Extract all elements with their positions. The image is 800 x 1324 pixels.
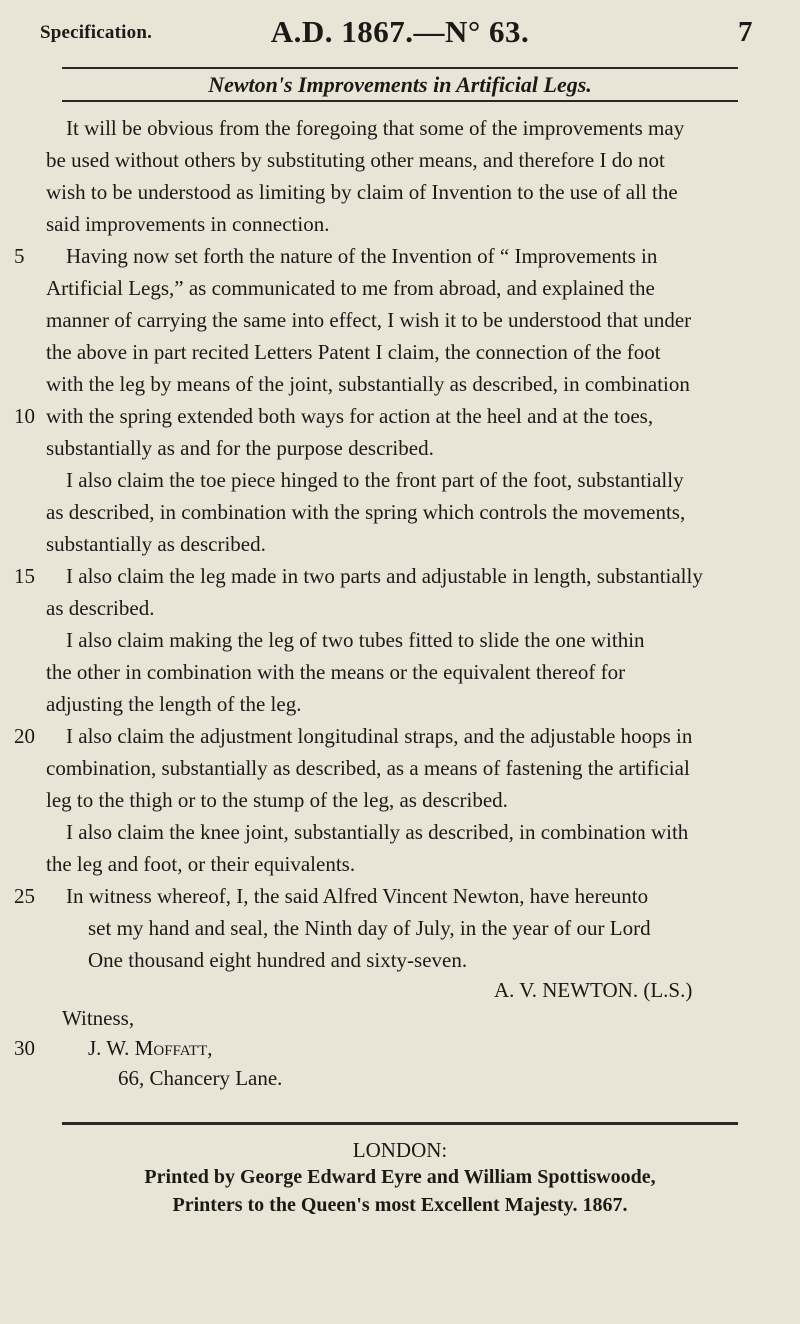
line-number: 10 bbox=[14, 404, 35, 428]
document-subtitle: Newton's Improvements in Artificial Legs. bbox=[208, 72, 592, 97]
line-number: 5 bbox=[14, 244, 25, 268]
text-line bbox=[0, 884, 800, 918]
line-text: substantially as and for the purpose described. bbox=[46, 436, 434, 460]
text-line bbox=[0, 1036, 800, 1070]
line-text: I also claim the leg made in two parts and adjustable in length, substantially bbox=[66, 564, 703, 588]
text-line bbox=[0, 756, 800, 790]
text-line bbox=[0, 1066, 800, 1100]
text-line bbox=[0, 116, 800, 150]
line-text: leg to the thigh or to the stump of the leg, as described. bbox=[46, 788, 508, 812]
text-line bbox=[0, 532, 800, 566]
patent-id: A.D. 1867.—N° 63. bbox=[270, 14, 530, 49]
line-text: 66, Chancery Lane. bbox=[118, 1066, 283, 1090]
text-line bbox=[0, 916, 800, 950]
text-line bbox=[0, 308, 800, 342]
text-line bbox=[0, 340, 800, 374]
text-line bbox=[0, 564, 800, 598]
line-number: 20 bbox=[14, 724, 35, 748]
text-line bbox=[0, 212, 800, 246]
footer-city: LONDON: bbox=[352, 1138, 448, 1162]
line-text: Witness, bbox=[62, 1006, 135, 1030]
text-line bbox=[0, 468, 800, 502]
text-line bbox=[0, 244, 800, 278]
text-line bbox=[0, 500, 800, 534]
footer-printer-line-2: Printers to the Queen's most Excellent Majesty. 1867. bbox=[172, 1194, 628, 1216]
line-text: I also claim the toe piece hinged to the front part of the foot, substantially bbox=[66, 468, 684, 492]
header-rule-bottom bbox=[62, 100, 738, 102]
line-text: I also claim the knee joint, substantially as described, in combination with bbox=[66, 820, 689, 844]
text-line bbox=[0, 852, 800, 886]
line-text: the above in part recited Letters Patent I claim, the connection of the foot bbox=[46, 340, 661, 364]
text-line bbox=[0, 180, 800, 214]
line-text: with the leg by means of the joint, substantially as described, in combination bbox=[46, 372, 690, 396]
text-line bbox=[0, 404, 800, 438]
line-number: 15 bbox=[14, 564, 35, 588]
text-line bbox=[0, 436, 800, 470]
line-text: I also claim making the leg of two tubes fitted to slide the one within bbox=[66, 628, 645, 652]
line-text: the leg and foot, or their equivalents. bbox=[46, 852, 356, 876]
line-text: wish to be understood as limiting by claim of Invention to the use of all the bbox=[46, 180, 678, 204]
line-text: as described, in combination with the spring which controls the movements, bbox=[46, 500, 686, 524]
line-text: adjusting the length of the leg. bbox=[46, 692, 302, 716]
line-text: the other in combination with the means or the equivalent thereof for bbox=[46, 660, 626, 684]
text-line bbox=[0, 628, 800, 662]
line-text: substantially as described. bbox=[46, 532, 266, 556]
section-label: Specification. bbox=[40, 22, 153, 43]
line-number: 25 bbox=[14, 884, 35, 908]
line-text: It will be obvious from the foregoing that some of the improvements may bbox=[66, 116, 685, 140]
line-text: J. W. Moffatt, bbox=[88, 1036, 213, 1060]
line-text: set my hand and seal, the Ninth day of July, in the year of our Lord bbox=[88, 916, 651, 940]
text-line bbox=[0, 596, 800, 630]
text-line bbox=[0, 660, 800, 694]
text-line bbox=[0, 820, 800, 854]
line-text: as described. bbox=[46, 596, 155, 620]
header-rule-top bbox=[62, 67, 738, 69]
text-line bbox=[0, 788, 800, 822]
text-line bbox=[0, 148, 800, 182]
text-line bbox=[0, 1006, 800, 1040]
footer-printer-line: Printed by George Edward Eyre and William Spottiswoode, bbox=[144, 1166, 656, 1188]
line-number: 30 bbox=[14, 1036, 35, 1060]
line-text: In witness whereof, I, the said Alfred Vincent Newton, have hereunto bbox=[66, 884, 649, 908]
page-number: 7 bbox=[738, 16, 753, 48]
line-text: with the spring extended both ways for action at the heel and at the toes, bbox=[46, 404, 654, 428]
line-text: Having now set forth the nature of the Invention of “ Improvements in bbox=[66, 244, 658, 268]
text-line bbox=[0, 948, 800, 982]
text-line bbox=[0, 692, 800, 726]
line-text: said improvements in connection. bbox=[46, 212, 330, 236]
line-text: Artificial Legs,” as communicated to me from abroad, and explained the bbox=[46, 276, 655, 300]
line-text: combination, substantially as described, as a means of fastening the artificial bbox=[46, 756, 690, 780]
text-line bbox=[0, 372, 800, 406]
text-line bbox=[0, 276, 800, 310]
line-text: I also claim the adjustment longitudinal straps, and the adjustable hoops in bbox=[66, 724, 693, 748]
line-text: One thousand eight hundred and sixty-seven. bbox=[88, 948, 468, 972]
signature-text: A. V. NEWTON. (L.S.) bbox=[494, 978, 693, 1002]
line-text: manner of carrying the same into effect, I wish it to be understood that under bbox=[46, 308, 692, 332]
line-text: be used without others by substituting other means, and therefore I do not bbox=[46, 148, 665, 172]
footer-rule bbox=[62, 1122, 738, 1125]
text-line bbox=[0, 724, 800, 758]
